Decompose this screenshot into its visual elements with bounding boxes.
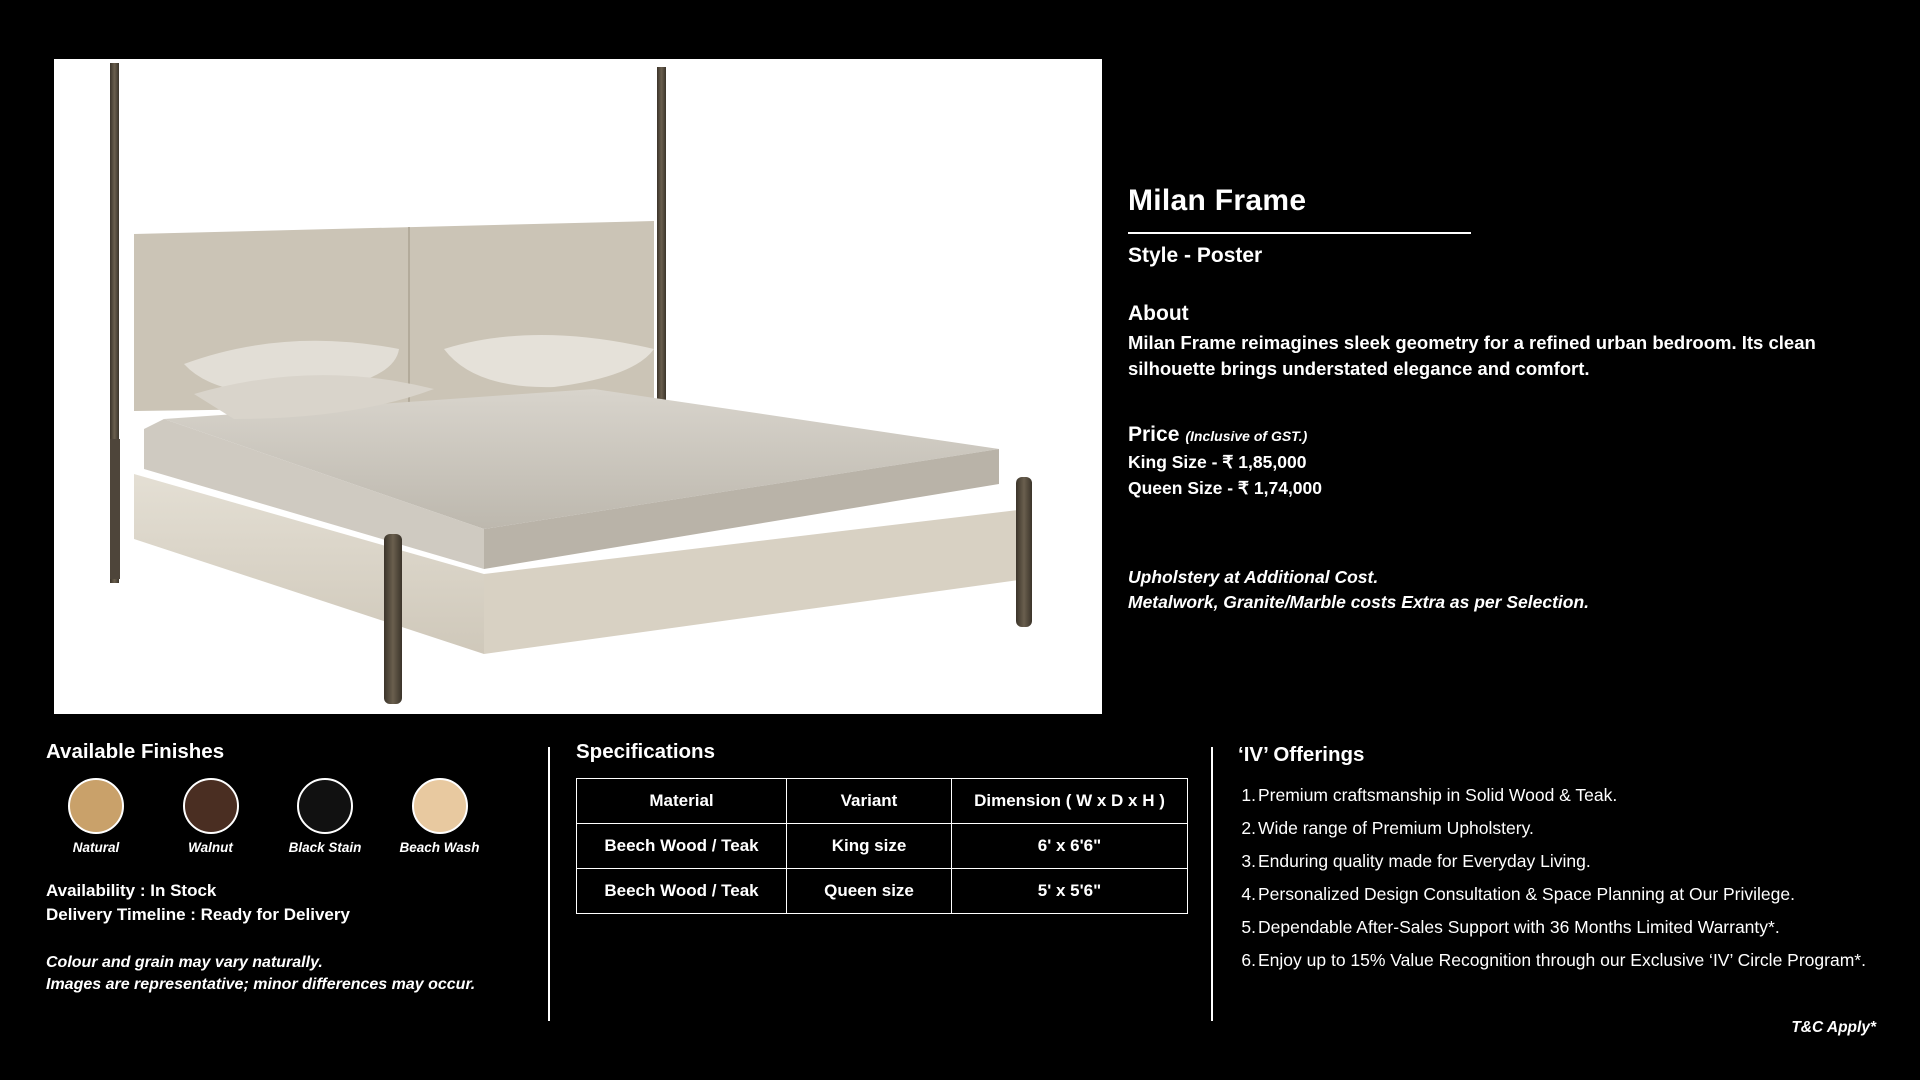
price-queen: Queen Size - ₹ 1,74,000 [1128, 478, 1323, 498]
cell-dimension: 5' x 5'6" [952, 869, 1188, 914]
about-heading: About [1128, 302, 1189, 325]
price-heading-label: Price [1128, 423, 1180, 446]
disclaimer-images: Images are representative; minor differences may occur. [46, 976, 476, 993]
divider-left [548, 747, 550, 1021]
product-info [1128, 182, 1888, 615]
offerings-heading: ‘IV’ Offerings [1238, 743, 1365, 766]
price-heading [1128, 423, 1888, 447]
list-text: Enduring quality made for Everyday Living. [1258, 851, 1591, 871]
list-number: 5. [1241, 917, 1256, 937]
finish-label: Beach Wash [399, 840, 480, 855]
price-note: (Inclusive of GST.) [1185, 428, 1308, 444]
specifications-section [576, 740, 1186, 914]
list-number: 1. [1241, 785, 1256, 805]
list-number: 4. [1241, 884, 1256, 904]
list-text: Personalized Design Consultation & Space Planning at Our Privilege. [1258, 884, 1795, 904]
specifications-table [576, 778, 1188, 914]
availability-text: Availability : In Stock [46, 881, 217, 900]
product-title: Milan Frame [1128, 184, 1307, 217]
disclaimer-block [46, 952, 526, 996]
finish-swatch-circle [183, 778, 239, 834]
cell-dimension: 6' x 6'6" [952, 824, 1188, 869]
list-text: Dependable After-Sales Support with 36 Months Limited Warranty*. [1258, 917, 1780, 937]
finish-swatch-circle [412, 778, 468, 834]
divider-right [1211, 747, 1213, 1021]
list-item [1238, 812, 1908, 845]
finish-beach-wash[interactable] [399, 778, 527, 855]
list-text: Premium craftsmanship in Solid Wood & Teak. [1258, 785, 1618, 805]
cell-variant: King size [787, 824, 952, 869]
note-upholstery: Upholstery at Additional Cost. [1128, 567, 1379, 587]
list-item [1238, 911, 1908, 944]
list-item [1238, 845, 1908, 878]
cell-material: Beech Wood / Teak [577, 869, 787, 914]
col-variant: Variant [787, 779, 952, 824]
list-text: Enjoy up to 15% Value Recognition through our Exclusive ‘IV’ Circle Program*. [1258, 950, 1866, 970]
list-number: 6. [1241, 950, 1256, 970]
table-header-row [577, 779, 1188, 824]
price-list [1128, 449, 1888, 501]
finish-label: Black Stain [288, 840, 362, 855]
list-item [1238, 878, 1908, 911]
product-style: Style - Poster [1128, 244, 1263, 267]
finish-swatches [68, 778, 526, 855]
finish-swatch-circle [297, 778, 353, 834]
cell-variant: Queen size [787, 869, 952, 914]
delivery-text: Delivery Timeline : Ready for Delivery [46, 905, 350, 924]
disclaimer-colour: Colour and grain may vary naturally. [46, 954, 323, 971]
finish-label: Walnut [188, 840, 233, 855]
finish-label: Natural [72, 840, 120, 855]
poster-bed-illustration [54, 59, 1102, 714]
availability-block [46, 879, 526, 927]
list-item [1238, 779, 1908, 812]
about-text: Milan Frame reimagines sleek geometry for a refined urban bedroom. Its clean silhouette brings understated elegance and comfort. [1128, 332, 1816, 379]
finishes-heading: Available Finishes [46, 740, 225, 763]
table-row [577, 824, 1188, 869]
price-king: King Size - ₹ 1,85,000 [1128, 452, 1307, 472]
specifications-heading: Specifications [576, 740, 715, 763]
product-image [54, 59, 1102, 714]
finishes-section [46, 740, 526, 996]
offerings-section [1238, 743, 1908, 977]
list-text: Wide range of Premium Upholstery. [1258, 818, 1534, 838]
list-number: 2. [1241, 818, 1256, 838]
cell-material: Beech Wood / Teak [577, 824, 787, 869]
list-item [1238, 944, 1908, 977]
offerings-list [1238, 779, 1908, 977]
terms-note: T&C Apply* [1791, 1019, 1876, 1036]
cost-notes [1128, 565, 1888, 615]
col-dimension: Dimension ( W x D x H ) [952, 779, 1188, 824]
finish-swatch-circle [68, 778, 124, 834]
title-divider [1128, 232, 1471, 234]
col-material: Material [577, 779, 787, 824]
note-metalwork: Metalwork, Granite/Marble costs Extra as per Selection. [1128, 592, 1589, 612]
list-number: 3. [1241, 851, 1256, 871]
table-row [577, 869, 1188, 914]
